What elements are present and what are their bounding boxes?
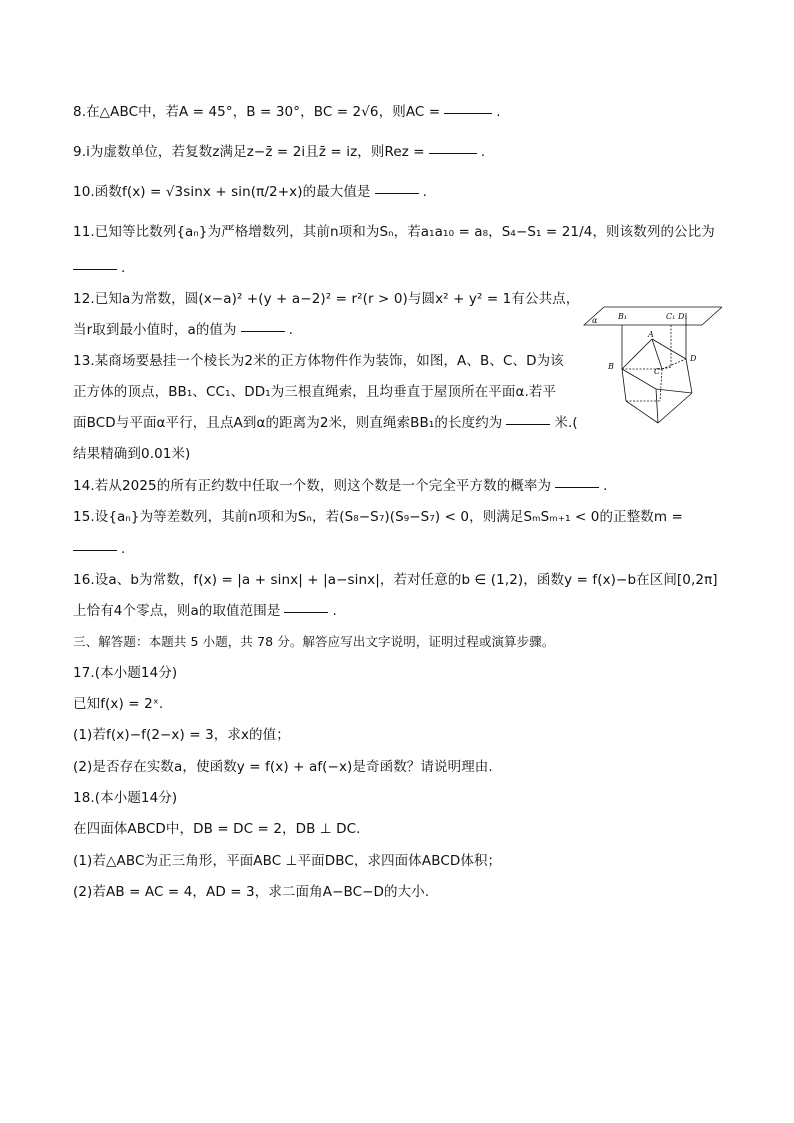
question-18-part1: (1)若△ABC为正三角形，平面ABC ⊥平面DBC，求四面体ABCD体积；: [73, 853, 502, 869]
question-13: 13.某商场要悬挂一个棱长为2米的正方体物件作为装饰，如图，A、B、C、D为该: [73, 353, 564, 369]
question-16: 16.设a、b为常数，f(x) = |a + sinx| + |a−sinx|，若对任意的b ∈ (1,2)，函数y = f(x)−b在区间[0,2π]: [73, 572, 718, 588]
label-d: D: [690, 354, 697, 363]
question-18-title: 18.(本小题14分): [73, 790, 178, 806]
section-3-heading: 三、解答题：本题共 5 小题，共 78 分。解答应写出文字说明，证明过程或演算步骤。: [73, 634, 555, 649]
question-15-answer: .: [73, 539, 712, 559]
answer-blank: [284, 611, 328, 613]
question-18-intro: 在四面体ABCD中，DB = DC = 2，DB ⊥ DC.: [73, 821, 361, 837]
answer-blank: [73, 549, 117, 551]
question-17-part2: (2)是否存在实数a，使函数y = f(x) + af(−x)是奇函数？请说明理由.: [73, 759, 493, 775]
answer-blank: [73, 268, 117, 270]
question-13-line2: 正方体的顶点，BB₁、CC₁、DD₁为三根直绳索，且均垂直于屋顶所在平面α.若平: [73, 384, 557, 400]
question-8: 8.在△ABC中，若A = 45°，B = 30°，BC = 2√6，则AC = .: [73, 104, 501, 120]
cube: [622, 339, 692, 423]
label-alpha: α: [592, 316, 598, 325]
question-17-title: 17.(本小题14分): [73, 665, 178, 681]
answer-blank: [241, 330, 285, 332]
answer-blank: [444, 112, 492, 114]
question-9: 9.i为虚数单位，若复数z满足z−z̄ = 2i且z̄ = iz，则Rez = .: [73, 144, 486, 160]
question-17-intro: 已知f(x) = 2ˣ.: [73, 696, 164, 712]
question-13-line3: 面BCD与平面α平行，且点A到α的距离为2米，则直绳索BB₁的长度约为 米.(: [73, 415, 578, 431]
question-11-answer: .: [73, 258, 712, 278]
question-17-part1: (1)若f(x)−f(2−x) = 3，求x的值；: [73, 727, 290, 743]
answer-blank: [506, 423, 550, 425]
label-b1: B₁: [618, 312, 628, 321]
label-a: A: [648, 330, 654, 339]
question-16-line2: 上恰有4个零点，则a的取值范围是 .: [73, 603, 337, 619]
label-c1: C₁: [666, 312, 676, 321]
answer-blank: [555, 486, 599, 488]
question-12-line2: 当r取到最小值时，a的值为 .: [73, 322, 294, 338]
label-b: B: [608, 362, 614, 371]
label-c: C: [654, 367, 661, 376]
label-d1: D₁: [678, 312, 688, 321]
question-18-part2: (2)若AB = AC = 4，AD = 3，求二面角A−BC−D的大小.: [73, 884, 430, 900]
question-13-line4: 结果精确到0.01米): [73, 446, 191, 462]
ceiling-plane: [584, 307, 722, 325]
question-14: 14.若从2025的所有正约数中任取一个数，则这个数是一个完全平方数的概率为 .: [73, 478, 608, 494]
question-10: 10.函数f(x) = √3sinx + sin(π/2+x)的最大值是 .: [73, 184, 427, 200]
question-11: 11.已知等比数列{aₙ}为严格增数列，其前n项和为Sₙ，若a₁a₁₀ = a₈，S₄−S₁ = 21/4，则该数列的公比为: [73, 224, 715, 240]
answer-blank: [429, 152, 477, 154]
cube-hanging-figure: [582, 297, 722, 437]
answer-blank: [375, 192, 419, 194]
question-12: 12.已知a为常数，圆(x−a)² +(y + a−2)² = r²(r > 0)与圆x² + y² = 1有公共点，: [73, 291, 580, 307]
question-15: 15.设{aₙ}为等差数列，其前n项和为Sₙ，若(S₈−S₇)(S₉−S₇) < 0，则满足SₘSₘ₊₁ < 0的正整数m =: [73, 509, 683, 525]
